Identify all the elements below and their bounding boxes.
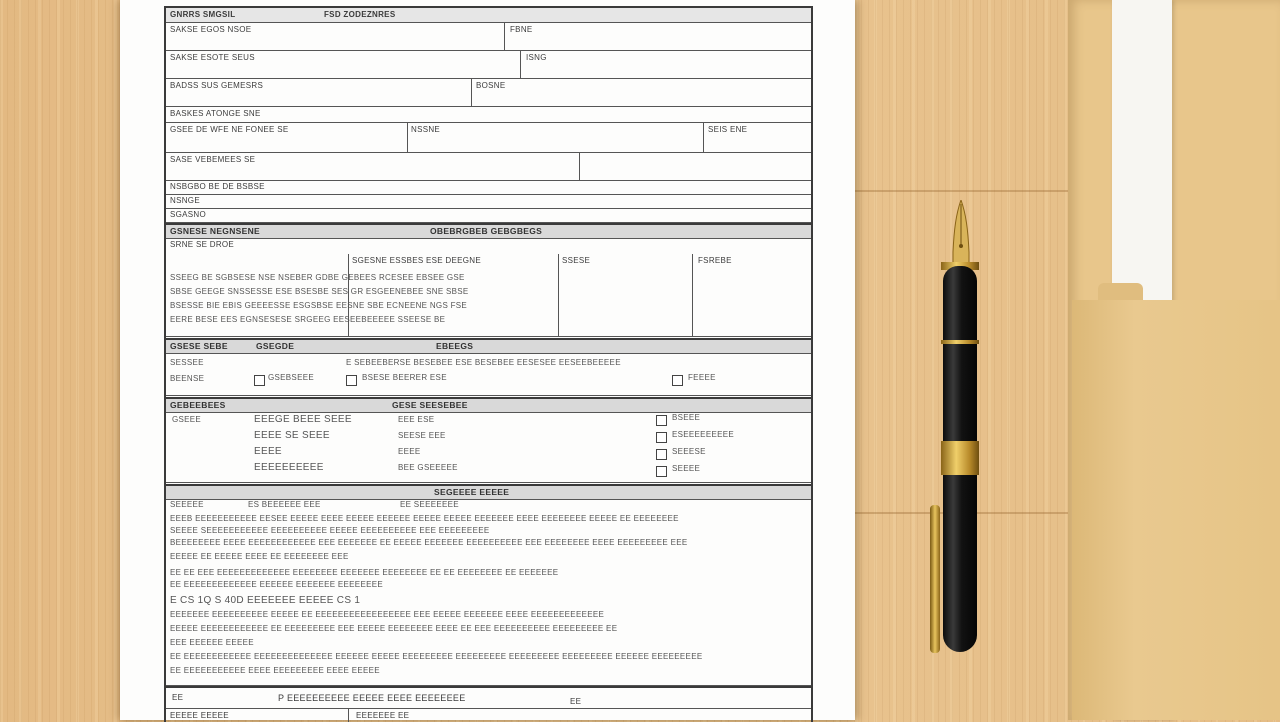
form-field-row <box>166 122 811 153</box>
form-field-row <box>166 208 811 223</box>
paragraph-line: ES BEEEEEE EEE <box>248 500 321 509</box>
paragraph-line: BEENSE <box>170 374 205 383</box>
paragraph-line: GSEEE <box>172 415 202 424</box>
paragraph-line: SESSEE <box>170 358 204 367</box>
field-label: BOSNE <box>476 81 506 90</box>
paragraph-line: EEEEE EE EEEEE EEEE EE EEEEEEEE EEE <box>170 552 349 561</box>
pen-center-band <box>941 441 979 475</box>
footer-text: EE <box>570 697 582 706</box>
paragraph-line: EEEEEEE EEEEEEEEEE EEEEE EE EEEEEEEEEEEEEEEEE EEE EEEEE EEEEEEE EEEE EEEEEEEEEEEEE <box>170 610 605 619</box>
field-label: SAKSE EGOS NSOE <box>170 25 252 34</box>
section-header <box>166 397 811 413</box>
checkbox[interactable] <box>656 415 667 426</box>
paragraph-line: EEEE SE SEEE <box>254 430 330 441</box>
footer-text: EEEEEEE EE <box>356 711 410 720</box>
form-field-row <box>166 180 811 195</box>
table-seam <box>855 190 1070 192</box>
form-field-row <box>166 22 811 51</box>
field-label: BASKES ATONGE SNE <box>170 109 261 118</box>
form-footer-row <box>166 686 811 709</box>
paragraph-line: EE SEEEEEEE <box>400 500 459 509</box>
section-header <box>166 223 811 239</box>
checkbox[interactable] <box>656 466 667 477</box>
paragraph-line: EE EEEEEEEEEEEE EEEEEEEEEEEEEE EEEEEE EEEEE EEEEEEEEE EEEEEEEEE EEEEEEEEE EEEEEEEEE EEEEEE EEEEEEEEE <box>170 652 703 661</box>
paragraph-line: BEEEEEEEE EEEE EEEEEEEEEEEE EEE EEEEEEE EE EEEEE EEEEEEE EEEEEEEEEE EEE EEEEEEEE EEEE EEEEEEEEE EEE <box>170 538 688 547</box>
field-label: BADSS SUS GEMESRS <box>170 81 264 90</box>
field-label: GSEE DE WFE NE FONEE SE <box>170 125 289 134</box>
paragraph-line: E SEBEEBERSE BESEBEE ESE BESEBEE EESESEE EESEEBEEEEE <box>346 358 621 367</box>
paragraph-line: EEEE <box>398 447 421 456</box>
section-header <box>166 338 811 354</box>
field-label: SEIS ENE <box>708 125 748 134</box>
form-top-title-right: FSD ZODEZNRES <box>324 10 396 19</box>
checkbox[interactable] <box>672 375 683 386</box>
paragraph-line: SEESE EEE <box>398 431 446 440</box>
paragraph-line: EEE ESE <box>398 415 435 424</box>
checkbox-label: BSESE BEERER ESE <box>362 373 447 382</box>
form-field-row <box>166 78 811 107</box>
field-label: FSREBE <box>698 256 732 265</box>
pen-clip <box>930 505 940 653</box>
paragraph-line: EE EEEEEEEEEEE EEEE EEEEEEEEE EEEE EEEEE <box>170 666 380 675</box>
paragraph-line: EEE EEEEEE EEEEE <box>170 638 254 647</box>
form-field-row <box>166 50 811 79</box>
field-label: SGASNO <box>170 210 207 219</box>
form-field-row <box>166 194 811 209</box>
footer-text: P EEEEEEEEEE EEEEE EEEE EEEEEEEE <box>278 693 466 703</box>
section-title: GSEGDE <box>256 341 295 351</box>
section-title: OBEBRGBEB GEBGBEGS <box>430 226 543 236</box>
footer-text: EE <box>172 693 184 702</box>
paragraph-line: EEEGE BEEE SEEE <box>254 414 352 425</box>
field-label: SGESNE ESSBES ESE DEEGNE <box>352 256 482 265</box>
field-label: SASE VEBEMEES SE <box>170 155 256 164</box>
paragraph-line: EEEB EEEEEEEEEEE EESEE EEEEE EEEE EEEEE EEEEEE EEEEE EEEEE EEEEEEE EEEE EEEEEEEE EEEEE EE EEEEEEEE <box>170 514 679 523</box>
form-top-header <box>166 8 811 23</box>
section-title: GSNESE NEGNSENE <box>170 226 260 236</box>
section-title: EBEEGS <box>436 341 474 351</box>
paragraph-line: SSEEG BE SGBSESE NSE NSEBER GDBE GEBEES RCESEE EBSEE GSE <box>170 273 465 282</box>
footer-text: EEEEE EEEEE <box>170 711 229 720</box>
section4-body <box>166 499 811 686</box>
paragraph-line: EE EEEEEEEEEEEEE EEEEEE EEEEEEE EEEEEEEE <box>170 580 383 589</box>
paragraph-line: BEE GSEEEEE <box>398 463 458 472</box>
pen-nib-icon <box>950 200 972 270</box>
pen-thin-band <box>941 340 979 344</box>
field-label: ISNG <box>526 53 547 62</box>
checkbox-label: ESEEEEEEEEE <box>672 430 734 439</box>
paragraph-line: SBSE GEEGE SNSSESSE ESE BSESBE SES GR ESGEENEBEE SNE SBSE <box>170 287 469 296</box>
field-label: SAKSE ESOTE SEUS <box>170 53 255 62</box>
section3-body <box>166 412 811 483</box>
section-header <box>166 484 811 500</box>
paragraph-line: SEEEE SEEEEEEEEEEE EEEEEEEEEE EEEEE EEEEEEEEEE EEE EEEEEEEEE <box>170 526 490 535</box>
section-title: GSESE SEBE <box>170 341 228 351</box>
paragraph-line: EEEE <box>254 446 282 457</box>
checkbox[interactable] <box>254 375 265 386</box>
checkbox[interactable] <box>346 375 357 386</box>
field-label: NSSNE <box>411 125 441 134</box>
form-top-title-left: GNRRS SMGSIL <box>170 10 236 19</box>
folder-front <box>1072 300 1280 720</box>
section-title: GEBEEBEES <box>170 400 226 410</box>
paragraph-line: SEEEEE <box>170 500 204 509</box>
paragraph-line: E CS 1Q S 40D EEEEEEE EEEEE CS 1 <box>170 595 361 606</box>
field-label: NSBGBO BE DE BSBSE <box>170 182 265 191</box>
section-title: GESE SEESEBEE <box>392 400 468 410</box>
paragraph-line: BSESSE BIE EBIS GEEEESSE ESGSBSE EESNE SBE ECNEENE NGS FSE <box>170 301 468 310</box>
paragraph-line: EEEEE EEEEEEEEEEEE EE EEEEEEEEE EEE EEEEE EEEEEEEE EEEE EE EEE EEEEEEEEEE EEEEEEEEE EE <box>170 624 618 633</box>
checkbox-label: FEEEE <box>688 373 716 382</box>
paragraph-line: EERE BESE EES EGNSESESE SRGEEG EESEEBEEEEE SSEESE BE <box>170 315 446 324</box>
form-document <box>164 6 813 722</box>
field-label: SRNE SE DROE <box>170 240 235 249</box>
form-field-row <box>166 106 811 123</box>
form-field-row <box>166 152 811 181</box>
checkbox[interactable] <box>656 432 667 443</box>
section2-body <box>166 353 811 396</box>
checkbox[interactable] <box>656 449 667 460</box>
paragraph-line: EEEEEEEEEE <box>254 462 324 473</box>
field-label: SSESE <box>562 256 591 265</box>
field-label: NSNGE <box>170 196 200 205</box>
checkbox-label: GSEBSEEE <box>268 373 314 382</box>
checkbox-label: SEEESE <box>672 447 706 456</box>
section-title: SEGEEEE EEEEE <box>434 487 510 497</box>
checkbox-label: SEEEE <box>672 464 701 473</box>
field-label: FBNE <box>510 25 533 34</box>
checkbox-label: BSEEE <box>672 413 701 422</box>
paragraph-line: EE EE EEE EEEEEEEEEEEEE EEEEEEEE EEEEEEE EEEEEEEE EE EE EEEEEEEE EE EEEEEEE <box>170 568 559 577</box>
section1-body <box>166 254 811 337</box>
